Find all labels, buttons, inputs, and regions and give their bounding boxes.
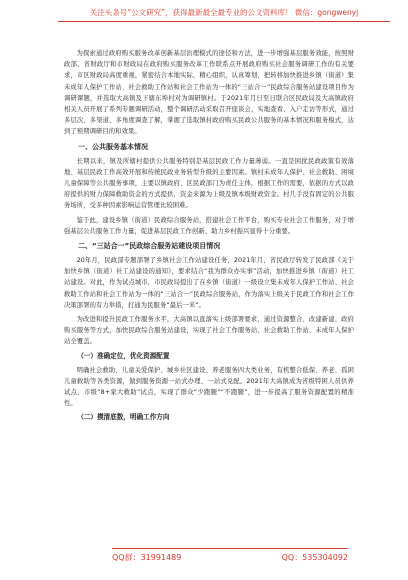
contact-footer — [112, 548, 348, 563]
qq-number-text: QQ：535304092 — [281, 553, 348, 562]
paragraph: 为改进和提升民政工作服务水平，大高镇以直落实上级部署要求，通过资源整合、改建新建、政府购买服务等方式，加快民政综合服务站建设，实现了社会工作服务站、社会救助工作站、未成年人保护站全覆盖。 — [64, 316, 354, 346]
paragraph: 鉴于此，建设乡镇（街道）民政综合服务站，搭建社会工作平台，购买专业社会工作服务，对于增强基层公共服务工作力量，促进基层民政工作创新、助力乡村振兴显得十分重要。 — [64, 216, 354, 235]
promo-banner: 关注头条号“公文研究”，获得最新最全最专业的公文资料库！ 微信：gongwenyj — [58, 7, 390, 22]
section-heading-1: 一、公共服务基本情况 — [78, 142, 148, 151]
section-heading-2: 二、“三站合一”民政综合服务站建设项目情况 — [78, 242, 221, 251]
subsection-heading-2: （二）摸清底数，明确工作方向 — [77, 413, 170, 422]
document-body — [64, 48, 354, 426]
paragraph: 明确社会救助、儿童关爱保护、城乡社区建设、养老服务四大类业务，有机整合低保、养老、孤困儿童救助等各类资源，做到服务资源一站式办理、一站式兑配。2021年大高镇成为省级特困人员供养试点、市级“8+家大救助”试点，实现了群众“少跑腿”“不跑腿”，进一步提高了服务资源配置的精准性。 — [64, 366, 354, 408]
intro-paragraph: 为探索通过政府购买服务改革创新基层治理模式的途径和方法，进一步增强基层服务效能，按照财政部、省财政厅和市财政局在政府购买服务改革工作联系点开展政府购买社会服务调研工作的有关要求，市区财政局高度重视，紧密结合本地实际，精心组织，认真筹划，把转移加快推进乡镇（街道）集未成年人保护工作站、社会救助工作站和社会工作站为一体的“三站合一”民政综合服务站建设项目作为调研课题，并选取大高镇及下辖东埠村对为调研镇村。于2021年月日至日联合区民政局及大高镇政府相关人员开展了系列专题调研活动，整个调研活动采取召开座谈会、实地查看、入户走访等形式，通过多层次、多渠道、多角度调查了解，掌握了选取镇村政府购买民政公共服务的基本情况和服务模式，达到了预期调研目的和效果。 — [64, 50, 354, 136]
paragraph: 20年月，民政部专题部署了乡镇社会工作站建设任务，2021年月，省民政厅转发了民政部《关于加快乡镇（街道）社工站建设的通知》，要求结合“我为群众办实事”活动，加快推进乡镇（街道）社工站建设。对此，作为试点城市，市民政局提出了在乡镇（街道）一级设立集未成年人保护工作站、社会救助工作站和社会工作站为一体的“三站合一”民政综合服务站，作为落实上级关于民政工作和社会工作决策部署的有力举措，打通为民服务“最后一米”。 — [64, 257, 354, 309]
paragraph: 长期以来，镇及所辖村提供公共服务特别是基层民政工作力量薄弱。一直是困扰民政政策有效落地、基层民政工作高效开展和传统民政业务转型升级的主要因素。镇村未成年人保护、社会救助、困境儿童保障等公共服务事项，主要以镇政府、区民政部门为责任主体，根据工作的需要，依据的方式以政府提供的财力保障救助资金的方式提供，资金来源为上级及镇本级财政资金。村几手没有固定的公共服务场所，受多种因素影响运营管理比较困难。 — [64, 157, 354, 210]
qq-group-text: QQ群：31991489 — [112, 553, 182, 562]
subsection-heading-1: （一）准确定位，优化资源配置 — [77, 351, 170, 360]
